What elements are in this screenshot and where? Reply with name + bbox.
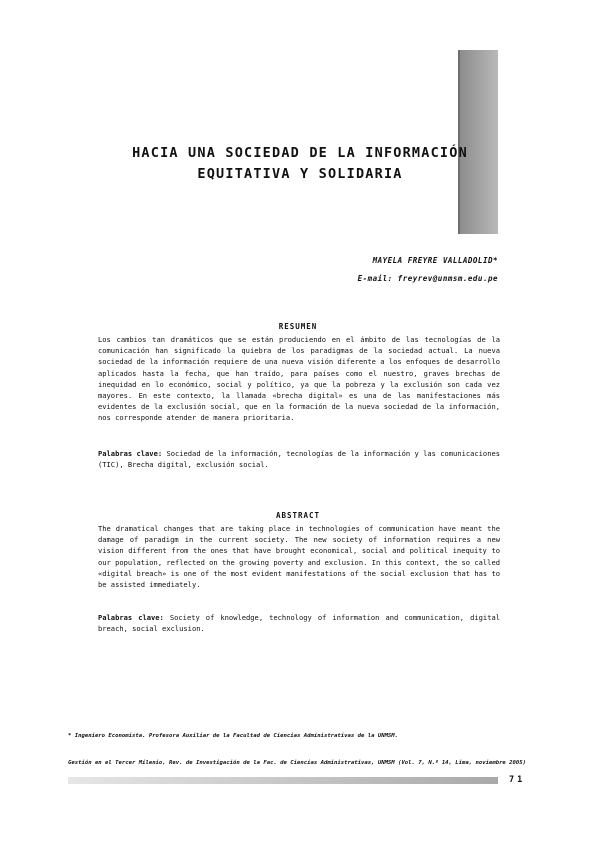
author-email: E-mail: freyrev@unmsm.edu.pe [357,274,498,283]
author-block [358,252,498,288]
abstract-keywords [98,612,500,634]
abstract-keywords-text: Society of knowledge, technology of information and communication, digital breach, social exclusion. [98,613,501,634]
author-footnote: * Ingeniero Economista. Profesora Auxiliar de la Facultad de Ciencias Administrativas de la UNMSM. [68,733,399,739]
journal-citation: Gestión en el Tercer Milenio, Rev. de Investigación de la Fac. de Ciencias Administrativas, UNMSM (Vol. 7, N.º 14, Lima, noviembre 2005) [68,760,527,766]
author-name: MAYELA FREYRE VALLADOLID* [372,256,498,265]
title-line-2: EQUITATIVA Y SOLIDARIA [197,166,403,182]
abstract-heading: ABSTRACT [275,511,321,520]
resumen-keywords-label: Palabras clave: [98,449,163,458]
resumen-body: Los cambios tan dramáticos que se están produciendo en el ámbito de las tecnologías de la comunicación han significado la quiebra de los paradigmas de la sociedad actual. La nueva sociedad de la información requiere de una nueva visión diferente a los enfoques de desarrollo aplicados hasta la fecha, que han traído, para países como el nuestro, graves brechas de inequidad en lo económico, social y político, ya que la pobreza y la exclusión son cada vez mayores. En este contexto, la llamada «brecha digital» es una de las manifestaciones más evidentes de la exclusión social, que en la formación de la nueva sociedad de la información, nos corresponde atender de manera prioritaria. [98,335,500,423]
abstract-keywords-label: Palabras clave: [98,613,164,622]
footer-bar [68,777,498,784]
resumen-keywords-text: Sociedad de la información, tecnologías de la información y las comunicaciones (TIC), Brecha digital, exclusión social. [98,449,501,470]
decorative-gray-block-edge [458,50,460,234]
resumen-keywords [98,448,500,470]
abstract-body: The dramatical changes that are taking place in technologies of communication have meant the damage of paradigm in the current society. The new society of information requires a new vision different from the ones that have brought economical, social and political inequity to our population, reflected on the growing poverty and exclusion. In this context, the so called «digital breach» is one of the most evident manifestations of the social exclusion that has to be assisted immediately. [98,524,500,590]
decorative-gray-block [458,50,498,234]
title-line-1: HACIA UNA SOCIEDAD DE LA INFORMACIÓN [132,145,468,161]
page-number: 71 [509,775,526,785]
article-title [80,143,520,185]
resumen-heading: RESUMEN [278,322,318,331]
